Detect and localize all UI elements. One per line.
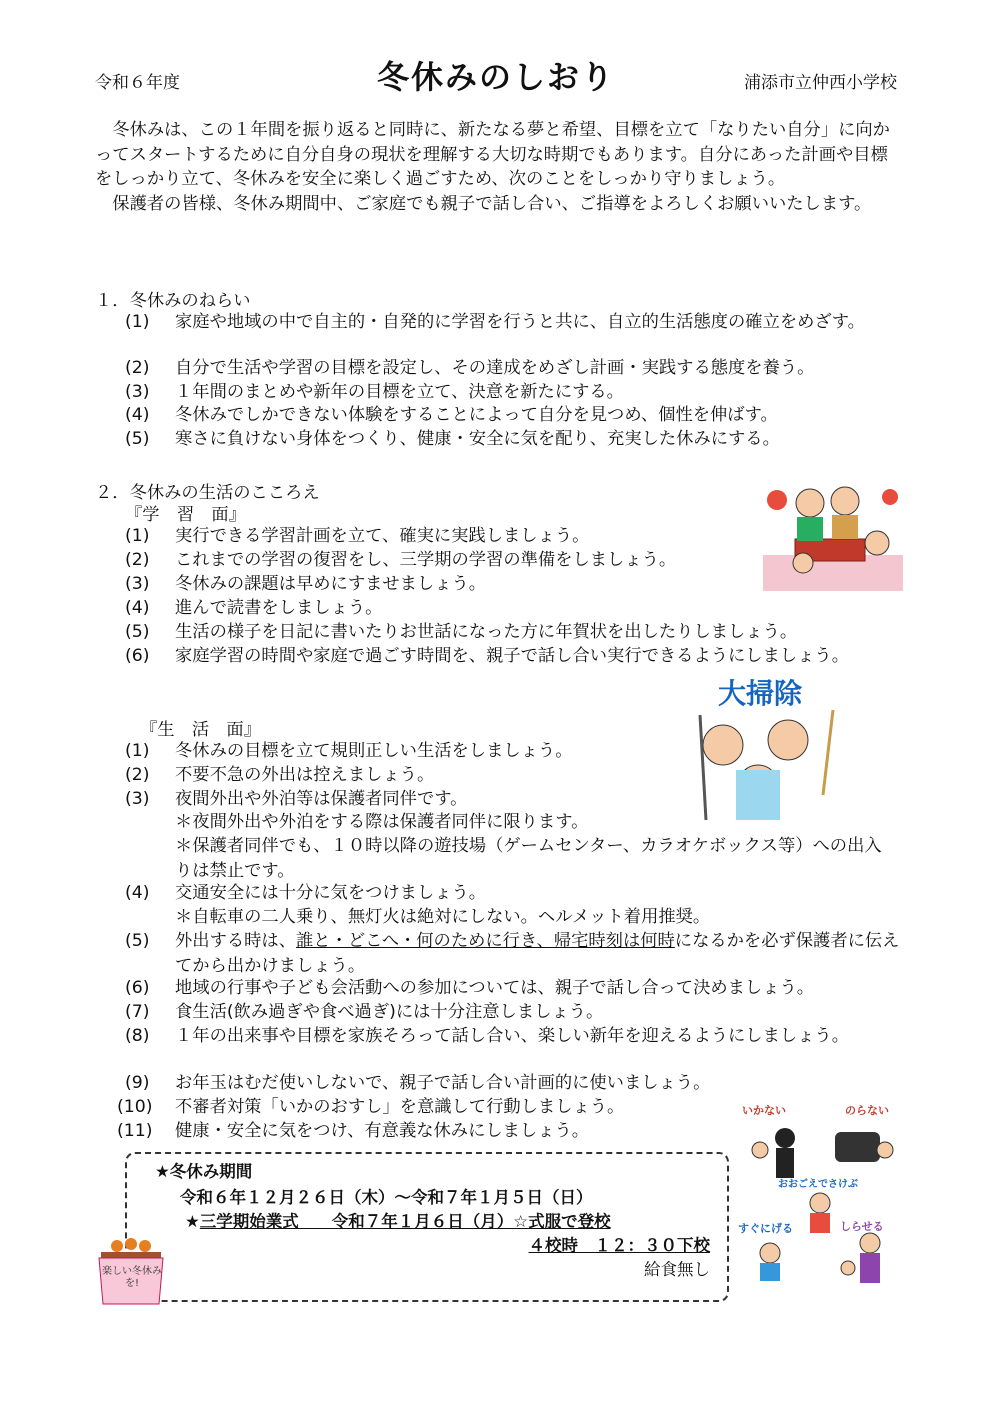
- note: ＊夜間外出や外泊をする際は保護者同伴に限ります。: [175, 812, 589, 832]
- item-number: (4): [125, 405, 150, 425]
- child-icon: [760, 1243, 780, 1263]
- item-number: (4): [125, 883, 150, 903]
- item-number: (5): [125, 622, 150, 642]
- kotatsu-text: 楽しい冬休みを!: [102, 1266, 162, 1289]
- item-text: お年玉はむだ使いしないで、親子で話し合い計画的に使いましょう。: [175, 1073, 711, 1093]
- study-heading: 『学 習 面』: [125, 505, 246, 525]
- item-text: これまでの学習の復習をし、三学期の学習の準備をしましょう。: [175, 550, 677, 570]
- o-label: おおごえでさけぶ: [778, 1179, 858, 1190]
- underlined-text: 誰と・どこへ・何のために行き、帰宅時刻は何時: [295, 931, 675, 951]
- item-text: 生活の様子を日記に書いたりお世話になった方に年賀状を出したりしましょう。: [175, 622, 798, 642]
- mandarin-icon: [139, 1240, 151, 1252]
- item-text: 食生活(飲み過ぎや食べ過ぎ)には十分注意しましょう。: [175, 1002, 604, 1022]
- person-body: [797, 517, 823, 541]
- person-icon: [865, 531, 889, 555]
- item-text-part: 外出する時は、: [175, 931, 296, 951]
- period-title: ★冬休み期間: [155, 1162, 253, 1181]
- page-title: 冬休みのしおり: [376, 58, 615, 96]
- intro-paragraph: 冬休みは、この１年間を振り返ると同時に、新たなる夢と希望、目標を立て「なりたい自分」に向かってスタートするために自分自身の現状を理解する大切な時期でもあります。自分にあった計画や目標をしっかり立て、冬休みを安全に楽しく過ごすため、次のことをしっかり守りましょう。: [95, 120, 890, 189]
- item-number: (8): [125, 1026, 150, 1046]
- no-label: のらない: [845, 1104, 889, 1117]
- note: ＊自転車の二人乗り、無灯火は絶対にしない。ヘルメット着用推奨。: [175, 907, 711, 927]
- item-text: 家庭や地域の中で自主的・自発的に学習を行うと共に、自立的生活態度の確立をめざす。: [175, 312, 865, 332]
- item-number: (1): [125, 526, 150, 546]
- item-number: (3): [125, 382, 150, 402]
- child-icon: [841, 1261, 855, 1275]
- item-number: (5): [125, 429, 150, 449]
- child-icon: [703, 725, 743, 765]
- item-number: (10): [117, 1097, 153, 1117]
- child-icon: [768, 720, 808, 760]
- item-number: (6): [125, 646, 150, 666]
- item-text: [175, 929, 900, 978]
- item-text: 不要不急の外出は控えましょう。: [175, 765, 435, 785]
- child-body: [810, 1213, 830, 1233]
- item-text: 地域の行事や子ども会活動への参加については、親子で話し合って決めましょう。: [175, 978, 815, 998]
- item-number: (2): [125, 550, 150, 570]
- item-text: 自分で生活や学習の目標を設定し、その達成をめざし計画・実践する態度を養う。: [175, 358, 815, 378]
- item-text: 交通安全には十分に気をつけましょう。: [175, 883, 487, 903]
- ika-label: いかない: [742, 1104, 786, 1117]
- mandarin-icon: [125, 1238, 137, 1250]
- person-icon: [831, 487, 859, 515]
- family-newyear-illustration: [755, 475, 915, 595]
- item-number: (9): [125, 1073, 150, 1093]
- section-1-title: １．冬休みのねらい: [95, 291, 251, 311]
- item-number: (6): [125, 978, 150, 998]
- child-icon: [793, 553, 813, 573]
- no-lunch: 給食無し: [644, 1260, 710, 1279]
- life-heading: 『生 活 面』: [140, 720, 261, 740]
- item-number: (3): [125, 574, 150, 594]
- intro-paragraph: 保護者の皆様、冬休み期間中、ご家庭でも親子で話し合い、ご指導をよろしくお願いいたします。: [112, 193, 872, 214]
- item-text: 冬休みの目標を立て規則正しい生活をしましょう。: [175, 741, 573, 761]
- dismissal-time: ４校時 １２：３０下校: [528, 1236, 710, 1255]
- plum-flower-icon: [767, 490, 787, 510]
- section-2-title: ２．冬休みの生活のこころえ: [95, 483, 320, 503]
- su-label: すぐにげる: [738, 1222, 793, 1235]
- shi-label: しらせる: [840, 1220, 884, 1233]
- item-text: 進んで読書をしましょう。: [175, 598, 383, 618]
- item-text-part: になるかを必ず保護者に伝えてから出かけましょう。: [175, 931, 900, 976]
- safety-illustration: [740, 1118, 900, 1293]
- item-text: 寒さに負けない身体をつくり、健康・安全に気を配り、充実した休みにする。: [175, 429, 780, 449]
- child-icon: [810, 1193, 830, 1213]
- adult-body: [860, 1253, 880, 1283]
- item-number: (2): [125, 765, 150, 785]
- ceremony-text: 三学期始業式 令和７年１月６日（月）☆式服で登校: [199, 1212, 611, 1231]
- item-text: 冬休みの課題は早めにすませましょう。: [175, 574, 487, 594]
- mop-icon: [700, 715, 706, 820]
- item-text: 不審者対策「いかのおすし」を意識して行動しましょう。: [175, 1097, 625, 1117]
- item-text: １年間のまとめや新年の目標を立て、決意を新たにする。: [175, 382, 624, 402]
- stranger-body: [776, 1148, 794, 1178]
- apron: [736, 770, 780, 820]
- child-icon: [752, 1142, 768, 1158]
- item-number: (4): [125, 598, 150, 618]
- cleaning-title: 大掃除: [718, 677, 803, 710]
- item-text: 家庭学習の時間や家庭で過ごす時間を、親子で話し合い実行できるようにしましょう。: [175, 646, 849, 666]
- item-text: 夜間外出や外泊等は保護者同伴です。: [175, 789, 468, 809]
- fiscal-year: 令和６年度: [95, 73, 180, 93]
- ceremony-line: [185, 1210, 611, 1235]
- item-text: １年の出来事や目標を家族そろって話し合い、楽しい新年を迎えるようにしましょう。: [175, 1026, 849, 1046]
- car-icon: [835, 1132, 880, 1162]
- intro: [95, 118, 900, 216]
- item-number: (3): [125, 789, 150, 809]
- note: ＊保護者同伴でも、１０時以降の遊技場（ゲームセンター、カラオケボックス等）への出入りは禁止です。: [175, 836, 882, 881]
- item-text: 冬休みでしかできない体験をすることによって自分を見つめ、個性を伸ばす。: [175, 405, 778, 425]
- item-text: 実行できる学習計画を立て、確実に実践しましょう。: [175, 526, 590, 546]
- school-name: 浦添市立仲西小学校: [744, 73, 897, 93]
- stranger-icon: [775, 1128, 795, 1148]
- period-dates: 令和６年１２月２６日（木）～令和７年１月５日（日）: [180, 1188, 593, 1207]
- item-number: (11): [117, 1121, 153, 1141]
- mandarin-icon: [111, 1240, 123, 1252]
- child-body: [760, 1263, 780, 1281]
- star-icon: ★: [185, 1212, 200, 1231]
- item-number: (7): [125, 1002, 150, 1022]
- item-number: (1): [125, 741, 150, 761]
- broom-icon: [823, 710, 833, 795]
- item-number: (5): [125, 931, 150, 951]
- person-body: [832, 515, 858, 539]
- child-icon: [877, 1142, 893, 1158]
- kotatsu-top: [101, 1252, 161, 1258]
- item-number: (2): [125, 358, 150, 378]
- item-number: (1): [125, 312, 150, 332]
- person-icon: [796, 489, 824, 517]
- item-text: 健康・安全に気をつけ、有意義な休みにしましょう。: [175, 1121, 590, 1141]
- plum-flower-icon: [882, 489, 898, 505]
- adult-icon: [860, 1233, 880, 1253]
